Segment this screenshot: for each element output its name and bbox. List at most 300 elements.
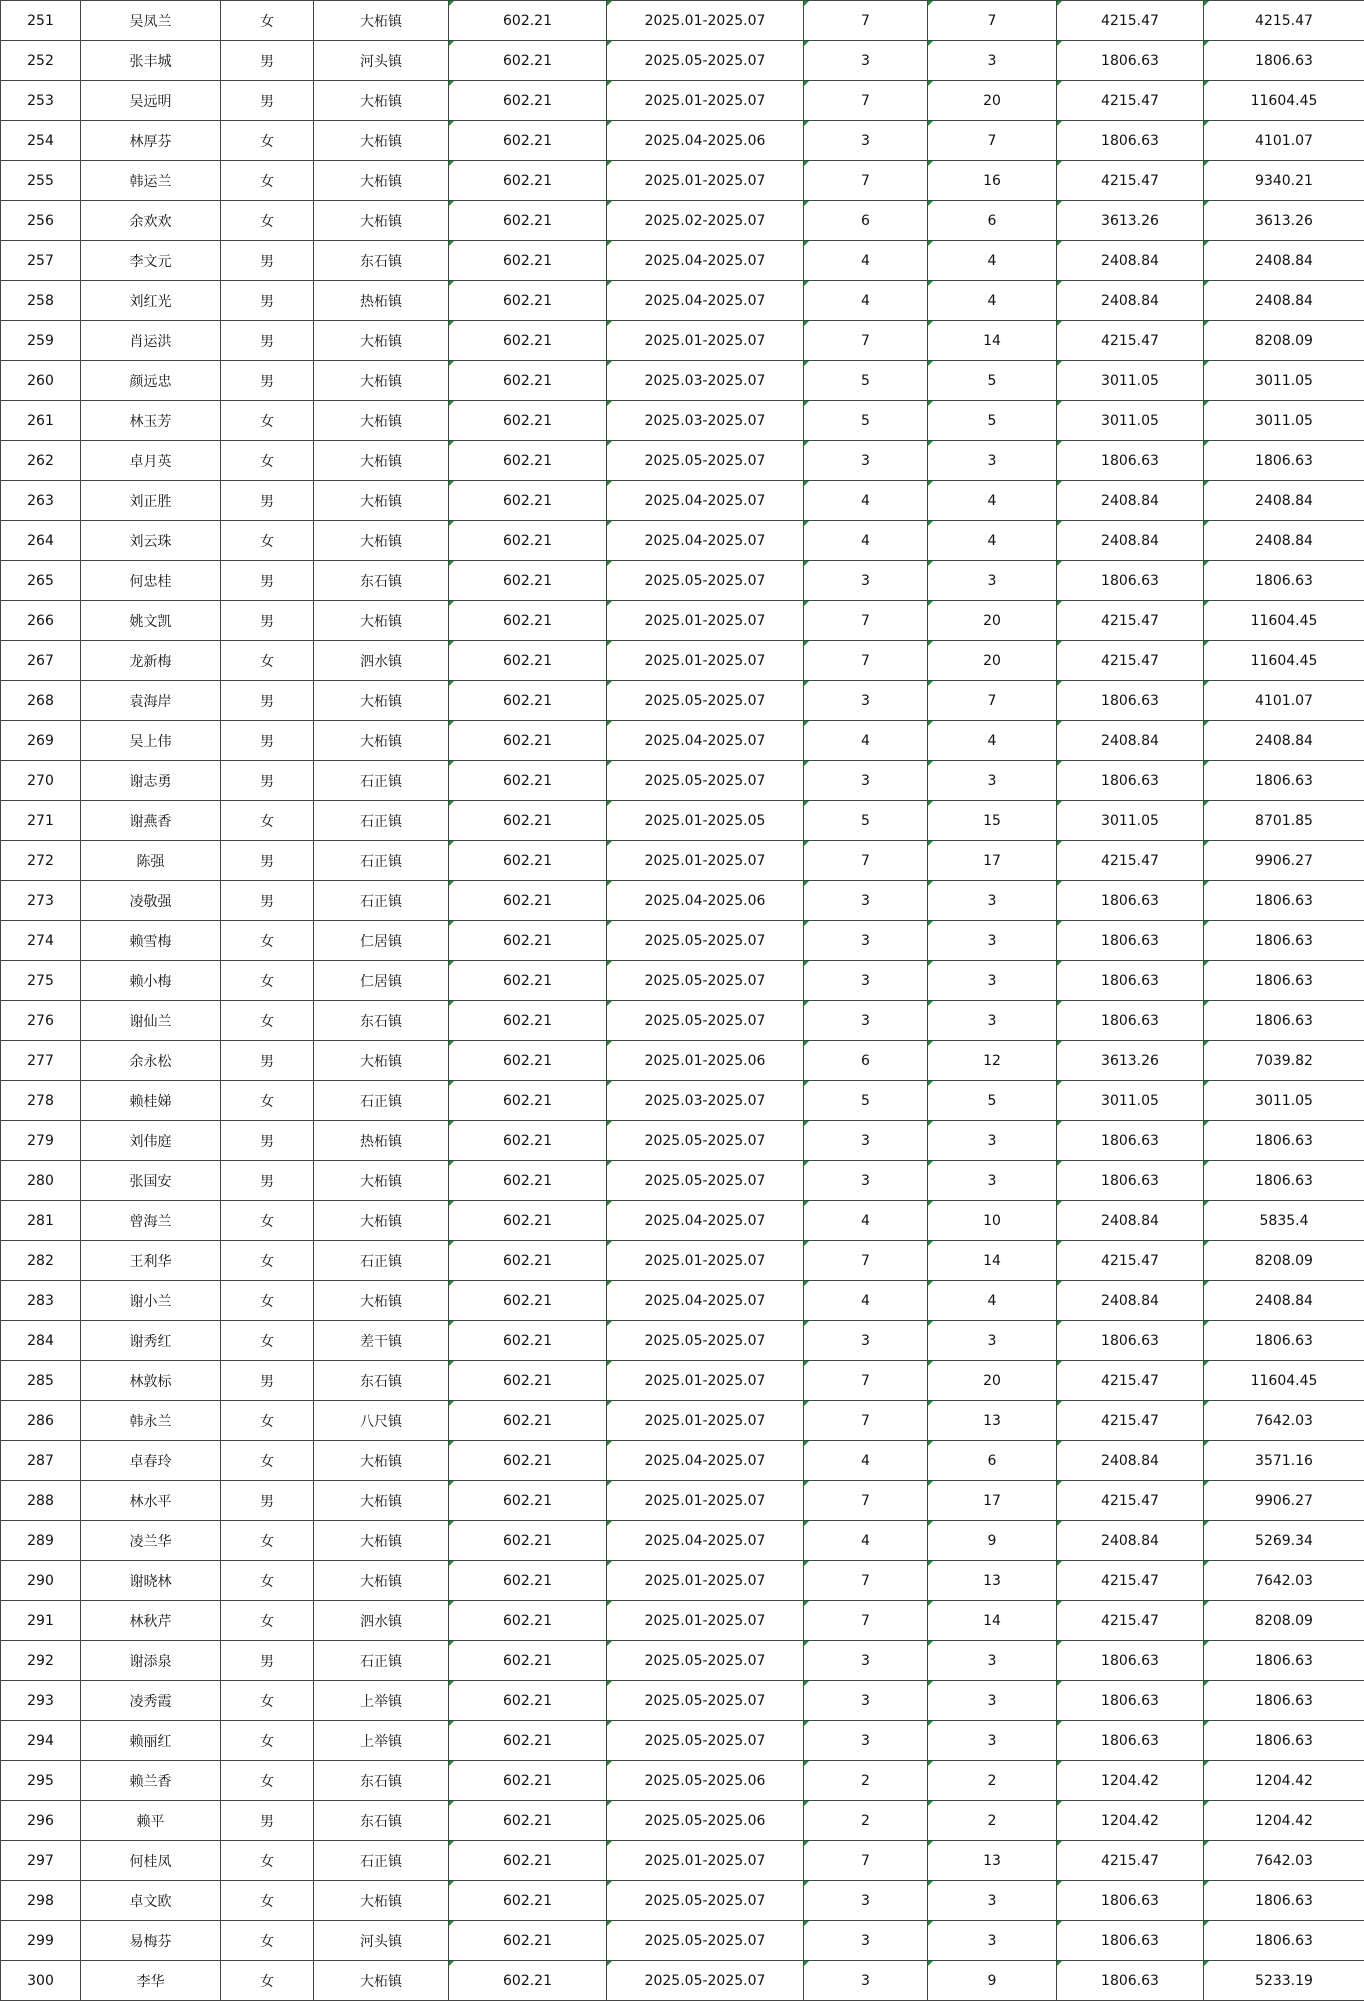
cell-count: 3: [928, 761, 1057, 801]
cell-name: 赖桂娣: [81, 1081, 221, 1121]
cell-total: 5233.19: [1204, 1961, 1364, 2001]
cell-count: 4: [928, 521, 1057, 561]
cell-name: 吴凤兰: [81, 1, 221, 41]
cell-no: 265: [1, 561, 81, 601]
cell-total: 2408.84: [1204, 721, 1364, 761]
cell-standard: 602.21: [449, 1, 607, 41]
cell-months: 3: [804, 1641, 928, 1681]
cell-amount: 1806.63: [1057, 1121, 1204, 1161]
cell-no: 290: [1, 1561, 81, 1601]
cell-total: 8208.09: [1204, 321, 1364, 361]
cell-count: 3: [928, 961, 1057, 1001]
cell-no: 275: [1, 961, 81, 1001]
cell-months: 3: [804, 1001, 928, 1041]
cell-standard: 602.21: [449, 1961, 607, 2001]
cell-gender: 女: [221, 1921, 314, 1961]
cell-months: 4: [804, 481, 928, 521]
cell-town: 大柘镇: [314, 521, 449, 561]
cell-gender: 女: [221, 521, 314, 561]
cell-period: 2025.05-2025.07: [607, 561, 804, 601]
table-row: [1, 1241, 1364, 1281]
cell-no: 253: [1, 81, 81, 121]
cell-no: 271: [1, 801, 81, 841]
cell-count: 20: [928, 1361, 1057, 1401]
cell-town: 大柘镇: [314, 401, 449, 441]
cell-months: 4: [804, 521, 928, 561]
cell-gender: 男: [221, 481, 314, 521]
cell-count: 3: [928, 1921, 1057, 1961]
cell-amount: 1806.63: [1057, 1721, 1204, 1761]
cell-amount: 4215.47: [1057, 1601, 1204, 1641]
cell-amount: 4215.47: [1057, 1481, 1204, 1521]
table-row: [1, 201, 1364, 241]
cell-town: 大柘镇: [314, 361, 449, 401]
cell-town: 热柘镇: [314, 1121, 449, 1161]
table-row: [1, 161, 1364, 201]
cell-count: 5: [928, 401, 1057, 441]
cell-name: 林秋芹: [81, 1601, 221, 1641]
cell-name: 王利华: [81, 1241, 221, 1281]
cell-no: 279: [1, 1121, 81, 1161]
cell-count: 12: [928, 1041, 1057, 1081]
cell-count: 7: [928, 121, 1057, 161]
cell-total: 1806.63: [1204, 1881, 1364, 1921]
cell-no: 269: [1, 721, 81, 761]
cell-no: 263: [1, 481, 81, 521]
cell-standard: 602.21: [449, 1121, 607, 1161]
cell-gender: 男: [221, 561, 314, 601]
table-row: [1, 41, 1364, 81]
cell-standard: 602.21: [449, 441, 607, 481]
cell-town: 石正镇: [314, 1081, 449, 1121]
cell-months: 7: [804, 321, 928, 361]
cell-period: 2025.05-2025.07: [607, 1121, 804, 1161]
cell-amount: 1806.63: [1057, 1161, 1204, 1201]
cell-town: 大柘镇: [314, 721, 449, 761]
cell-standard: 602.21: [449, 481, 607, 521]
cell-standard: 602.21: [449, 321, 607, 361]
cell-period: 2025.05-2025.07: [607, 921, 804, 961]
cell-amount: 1806.63: [1057, 1961, 1204, 2001]
cell-period: 2025.01-2025.05: [607, 801, 804, 841]
cell-amount: 1806.63: [1057, 961, 1204, 1001]
table-row: [1, 281, 1364, 321]
cell-no: 256: [1, 201, 81, 241]
table-row: [1, 1081, 1364, 1121]
cell-months: 6: [804, 201, 928, 241]
cell-town: 东石镇: [314, 561, 449, 601]
cell-gender: 女: [221, 1881, 314, 1921]
cell-amount: 1806.63: [1057, 881, 1204, 921]
cell-period: 2025.04-2025.06: [607, 121, 804, 161]
table-row: [1, 1921, 1364, 1961]
cell-period: 2025.05-2025.07: [607, 1161, 804, 1201]
cell-total: 9906.27: [1204, 841, 1364, 881]
table-row: [1, 1801, 1364, 1841]
cell-total: 9906.27: [1204, 1481, 1364, 1521]
table-row: [1, 1041, 1364, 1081]
cell-period: 2025.05-2025.06: [607, 1761, 804, 1801]
table-row: [1, 361, 1364, 401]
cell-name: 凌敬强: [81, 881, 221, 921]
cell-standard: 602.21: [449, 921, 607, 961]
cell-standard: 602.21: [449, 1681, 607, 1721]
cell-standard: 602.21: [449, 1041, 607, 1081]
cell-name: 凌兰华: [81, 1521, 221, 1561]
cell-gender: 女: [221, 1281, 314, 1321]
cell-town: 大柘镇: [314, 121, 449, 161]
cell-amount: 1806.63: [1057, 1641, 1204, 1681]
cell-no: 272: [1, 841, 81, 881]
cell-name: 谢仙兰: [81, 1001, 221, 1041]
cell-town: 大柘镇: [314, 1161, 449, 1201]
cell-period: 2025.05-2025.07: [607, 1641, 804, 1681]
cell-months: 3: [804, 41, 928, 81]
cell-no: 292: [1, 1641, 81, 1681]
cell-town: 东石镇: [314, 1001, 449, 1041]
cell-count: 7: [928, 1, 1057, 41]
cell-gender: 男: [221, 1041, 314, 1081]
cell-no: 299: [1, 1921, 81, 1961]
cell-amount: 4215.47: [1057, 81, 1204, 121]
cell-no: 273: [1, 881, 81, 921]
cell-no: 257: [1, 241, 81, 281]
cell-gender: 男: [221, 1121, 314, 1161]
cell-total: 4101.07: [1204, 121, 1364, 161]
cell-no: 268: [1, 681, 81, 721]
cell-months: 3: [804, 961, 928, 1001]
cell-town: 大柘镇: [314, 1201, 449, 1241]
cell-town: 东石镇: [314, 1761, 449, 1801]
cell-standard: 602.21: [449, 361, 607, 401]
cell-no: 270: [1, 761, 81, 801]
cell-name: 李华: [81, 1961, 221, 2001]
cell-gender: 男: [221, 721, 314, 761]
cell-town: 大柘镇: [314, 1481, 449, 1521]
cell-count: 9: [928, 1961, 1057, 2001]
cell-months: 3: [804, 1961, 928, 2001]
cell-amount: 4215.47: [1057, 1561, 1204, 1601]
cell-amount: 2408.84: [1057, 481, 1204, 521]
cell-town: 大柘镇: [314, 481, 449, 521]
cell-town: 大柘镇: [314, 321, 449, 361]
table-row: [1, 321, 1364, 361]
table-row: [1, 961, 1364, 1001]
cell-standard: 602.21: [449, 121, 607, 161]
cell-total: 4101.07: [1204, 681, 1364, 721]
cell-total: 2408.84: [1204, 241, 1364, 281]
cell-name: 陈强: [81, 841, 221, 881]
cell-town: 大柘镇: [314, 1441, 449, 1481]
cell-period: 2025.04-2025.07: [607, 1201, 804, 1241]
table-row: [1, 1201, 1364, 1241]
cell-town: 大柘镇: [314, 1881, 449, 1921]
cell-total: 4215.47: [1204, 1, 1364, 41]
table-row: [1, 681, 1364, 721]
cell-total: 9340.21: [1204, 161, 1364, 201]
cell-town: 大柘镇: [314, 441, 449, 481]
cell-gender: 男: [221, 361, 314, 401]
cell-months: 3: [804, 1121, 928, 1161]
cell-total: 2408.84: [1204, 281, 1364, 321]
cell-town: 大柘镇: [314, 681, 449, 721]
table-row: [1, 641, 1364, 681]
cell-count: 5: [928, 361, 1057, 401]
cell-count: 7: [928, 681, 1057, 721]
cell-months: 7: [804, 1401, 928, 1441]
cell-town: 大柘镇: [314, 1521, 449, 1561]
cell-count: 4: [928, 1281, 1057, 1321]
cell-amount: 3011.05: [1057, 401, 1204, 441]
cell-count: 10: [928, 1201, 1057, 1241]
cell-total: 7642.03: [1204, 1401, 1364, 1441]
cell-gender: 男: [221, 601, 314, 641]
cell-period: 2025.01-2025.07: [607, 1481, 804, 1521]
cell-standard: 602.21: [449, 1521, 607, 1561]
cell-name: 林水平: [81, 1481, 221, 1521]
cell-period: 2025.01-2025.07: [607, 1561, 804, 1601]
cell-standard: 602.21: [449, 1161, 607, 1201]
cell-town: 泗水镇: [314, 1601, 449, 1641]
cell-gender: 男: [221, 1801, 314, 1841]
cell-gender: 女: [221, 1841, 314, 1881]
cell-count: 3: [928, 1721, 1057, 1761]
cell-amount: 2408.84: [1057, 1521, 1204, 1561]
cell-total: 1806.63: [1204, 881, 1364, 921]
cell-period: 2025.01-2025.07: [607, 1361, 804, 1401]
cell-total: 1806.63: [1204, 1161, 1364, 1201]
cell-standard: 602.21: [449, 1801, 607, 1841]
cell-count: 2: [928, 1801, 1057, 1841]
cell-total: 1806.63: [1204, 1001, 1364, 1041]
table-row: [1, 81, 1364, 121]
cell-total: 1806.63: [1204, 1321, 1364, 1361]
cell-count: 3: [928, 1881, 1057, 1921]
cell-gender: 女: [221, 1441, 314, 1481]
table-row: [1, 1281, 1364, 1321]
cell-amount: 3011.05: [1057, 361, 1204, 401]
table-row: [1, 1441, 1364, 1481]
cell-months: 3: [804, 441, 928, 481]
cell-gender: 女: [221, 641, 314, 681]
cell-standard: 602.21: [449, 601, 607, 641]
cell-standard: 602.21: [449, 1601, 607, 1641]
cell-amount: 4215.47: [1057, 161, 1204, 201]
table-row: [1, 1721, 1364, 1761]
cell-months: 5: [804, 401, 928, 441]
cell-no: 264: [1, 521, 81, 561]
cell-standard: 602.21: [449, 721, 607, 761]
cell-standard: 602.21: [449, 1921, 607, 1961]
cell-town: 河头镇: [314, 41, 449, 81]
cell-town: 上举镇: [314, 1681, 449, 1721]
cell-no: 258: [1, 281, 81, 321]
cell-amount: 2408.84: [1057, 521, 1204, 561]
cell-months: 7: [804, 161, 928, 201]
cell-gender: 女: [221, 1601, 314, 1641]
cell-total: 1806.63: [1204, 41, 1364, 81]
cell-standard: 602.21: [449, 1641, 607, 1681]
cell-town: 石正镇: [314, 1241, 449, 1281]
cell-standard: 602.21: [449, 241, 607, 281]
table-row: [1, 401, 1364, 441]
cell-period: 2025.01-2025.07: [607, 321, 804, 361]
cell-name: 赖雪梅: [81, 921, 221, 961]
cell-no: 259: [1, 321, 81, 361]
table-row: [1, 241, 1364, 281]
cell-period: 2025.01-2025.07: [607, 1401, 804, 1441]
cell-months: 3: [804, 1161, 928, 1201]
cell-total: 3571.16: [1204, 1441, 1364, 1481]
cell-months: 4: [804, 241, 928, 281]
cell-count: 4: [928, 481, 1057, 521]
cell-total: 7039.82: [1204, 1041, 1364, 1081]
cell-name: 谢晓林: [81, 1561, 221, 1601]
cell-count: 17: [928, 841, 1057, 881]
cell-months: 3: [804, 1721, 928, 1761]
cell-name: 余欢欢: [81, 201, 221, 241]
cell-months: 3: [804, 1321, 928, 1361]
table-row: [1, 1, 1364, 41]
table-row: [1, 921, 1364, 961]
cell-period: 2025.05-2025.07: [607, 1721, 804, 1761]
cell-gender: 女: [221, 1001, 314, 1041]
cell-count: 4: [928, 721, 1057, 761]
cell-no: 287: [1, 1441, 81, 1481]
cell-amount: 1806.63: [1057, 561, 1204, 601]
cell-amount: 1806.63: [1057, 1921, 1204, 1961]
cell-gender: 男: [221, 241, 314, 281]
cell-no: 266: [1, 601, 81, 641]
cell-name: 凌秀霞: [81, 1681, 221, 1721]
cell-name: 何桂凤: [81, 1841, 221, 1881]
cell-period: 2025.01-2025.07: [607, 841, 804, 881]
cell-gender: 男: [221, 1481, 314, 1521]
cell-count: 16: [928, 161, 1057, 201]
cell-standard: 602.21: [449, 1841, 607, 1881]
cell-amount: 4215.47: [1057, 841, 1204, 881]
cell-gender: 女: [221, 1521, 314, 1561]
cell-no: 284: [1, 1321, 81, 1361]
cell-standard: 602.21: [449, 1321, 607, 1361]
cell-standard: 602.21: [449, 201, 607, 241]
cell-months: 5: [804, 1081, 928, 1121]
cell-total: 7642.03: [1204, 1561, 1364, 1601]
cell-amount: 4215.47: [1057, 1401, 1204, 1441]
cell-months: 4: [804, 1441, 928, 1481]
cell-count: 9: [928, 1521, 1057, 1561]
cell-standard: 602.21: [449, 1081, 607, 1121]
cell-total: 2408.84: [1204, 521, 1364, 561]
table-row: [1, 441, 1364, 481]
cell-name: 卓文欧: [81, 1881, 221, 1921]
cell-town: 石正镇: [314, 881, 449, 921]
cell-amount: 2408.84: [1057, 721, 1204, 761]
cell-standard: 602.21: [449, 641, 607, 681]
cell-standard: 602.21: [449, 41, 607, 81]
table-row: [1, 1481, 1364, 1521]
cell-name: 姚文凯: [81, 601, 221, 641]
cell-period: 2025.05-2025.07: [607, 961, 804, 1001]
cell-standard: 602.21: [449, 1441, 607, 1481]
cell-no: 260: [1, 361, 81, 401]
cell-period: 2025.01-2025.07: [607, 161, 804, 201]
cell-count: 3: [928, 1681, 1057, 1721]
table-row: [1, 1361, 1364, 1401]
cell-gender: 男: [221, 841, 314, 881]
table-body: [1, 1, 1364, 2001]
cell-period: 2025.05-2025.07: [607, 1961, 804, 2001]
table-row: [1, 601, 1364, 641]
cell-town: 大柘镇: [314, 81, 449, 121]
cell-amount: 2408.84: [1057, 281, 1204, 321]
cell-gender: 男: [221, 281, 314, 321]
cell-standard: 602.21: [449, 1201, 607, 1241]
cell-standard: 602.21: [449, 521, 607, 561]
cell-town: 差干镇: [314, 1321, 449, 1361]
table-row: [1, 841, 1364, 881]
cell-gender: 男: [221, 321, 314, 361]
cell-no: 283: [1, 1281, 81, 1321]
cell-name: 何忠桂: [81, 561, 221, 601]
cell-months: 3: [804, 561, 928, 601]
cell-months: 7: [804, 601, 928, 641]
cell-amount: 1806.63: [1057, 1001, 1204, 1041]
cell-total: 1806.63: [1204, 1681, 1364, 1721]
cell-total: 1806.63: [1204, 1921, 1364, 1961]
cell-town: 河头镇: [314, 1921, 449, 1961]
cell-period: 2025.05-2025.06: [607, 1801, 804, 1841]
cell-name: 肖运洪: [81, 321, 221, 361]
cell-total: 11604.45: [1204, 1361, 1364, 1401]
cell-name: 曾海兰: [81, 1201, 221, 1241]
cell-amount: 1806.63: [1057, 121, 1204, 161]
cell-standard: 602.21: [449, 1241, 607, 1281]
cell-name: 张国安: [81, 1161, 221, 1201]
cell-period: 2025.05-2025.07: [607, 1881, 804, 1921]
table-row: [1, 1161, 1364, 1201]
cell-gender: 女: [221, 401, 314, 441]
cell-standard: 602.21: [449, 1561, 607, 1601]
cell-amount: 1806.63: [1057, 681, 1204, 721]
cell-count: 3: [928, 1121, 1057, 1161]
cell-period: 2025.02-2025.07: [607, 201, 804, 241]
cell-amount: 1806.63: [1057, 1681, 1204, 1721]
cell-period: 2025.04-2025.07: [607, 721, 804, 761]
table-row: [1, 1761, 1364, 1801]
cell-standard: 602.21: [449, 1001, 607, 1041]
cell-amount: 2408.84: [1057, 1281, 1204, 1321]
cell-no: 254: [1, 121, 81, 161]
cell-name: 林敦标: [81, 1361, 221, 1401]
cell-town: 大柘镇: [314, 1281, 449, 1321]
cell-months: 7: [804, 1601, 928, 1641]
cell-standard: 602.21: [449, 1401, 607, 1441]
cell-count: 2: [928, 1761, 1057, 1801]
cell-town: 石正镇: [314, 761, 449, 801]
cell-gender: 女: [221, 1401, 314, 1441]
cell-count: 3: [928, 441, 1057, 481]
cell-gender: 女: [221, 201, 314, 241]
cell-name: 赖兰香: [81, 1761, 221, 1801]
cell-town: 热柘镇: [314, 281, 449, 321]
cell-name: 颜远忠: [81, 361, 221, 401]
cell-count: 14: [928, 1601, 1057, 1641]
table-row: [1, 1121, 1364, 1161]
cell-period: 2025.04-2025.07: [607, 1441, 804, 1481]
cell-no: 296: [1, 1801, 81, 1841]
cell-standard: 602.21: [449, 801, 607, 841]
